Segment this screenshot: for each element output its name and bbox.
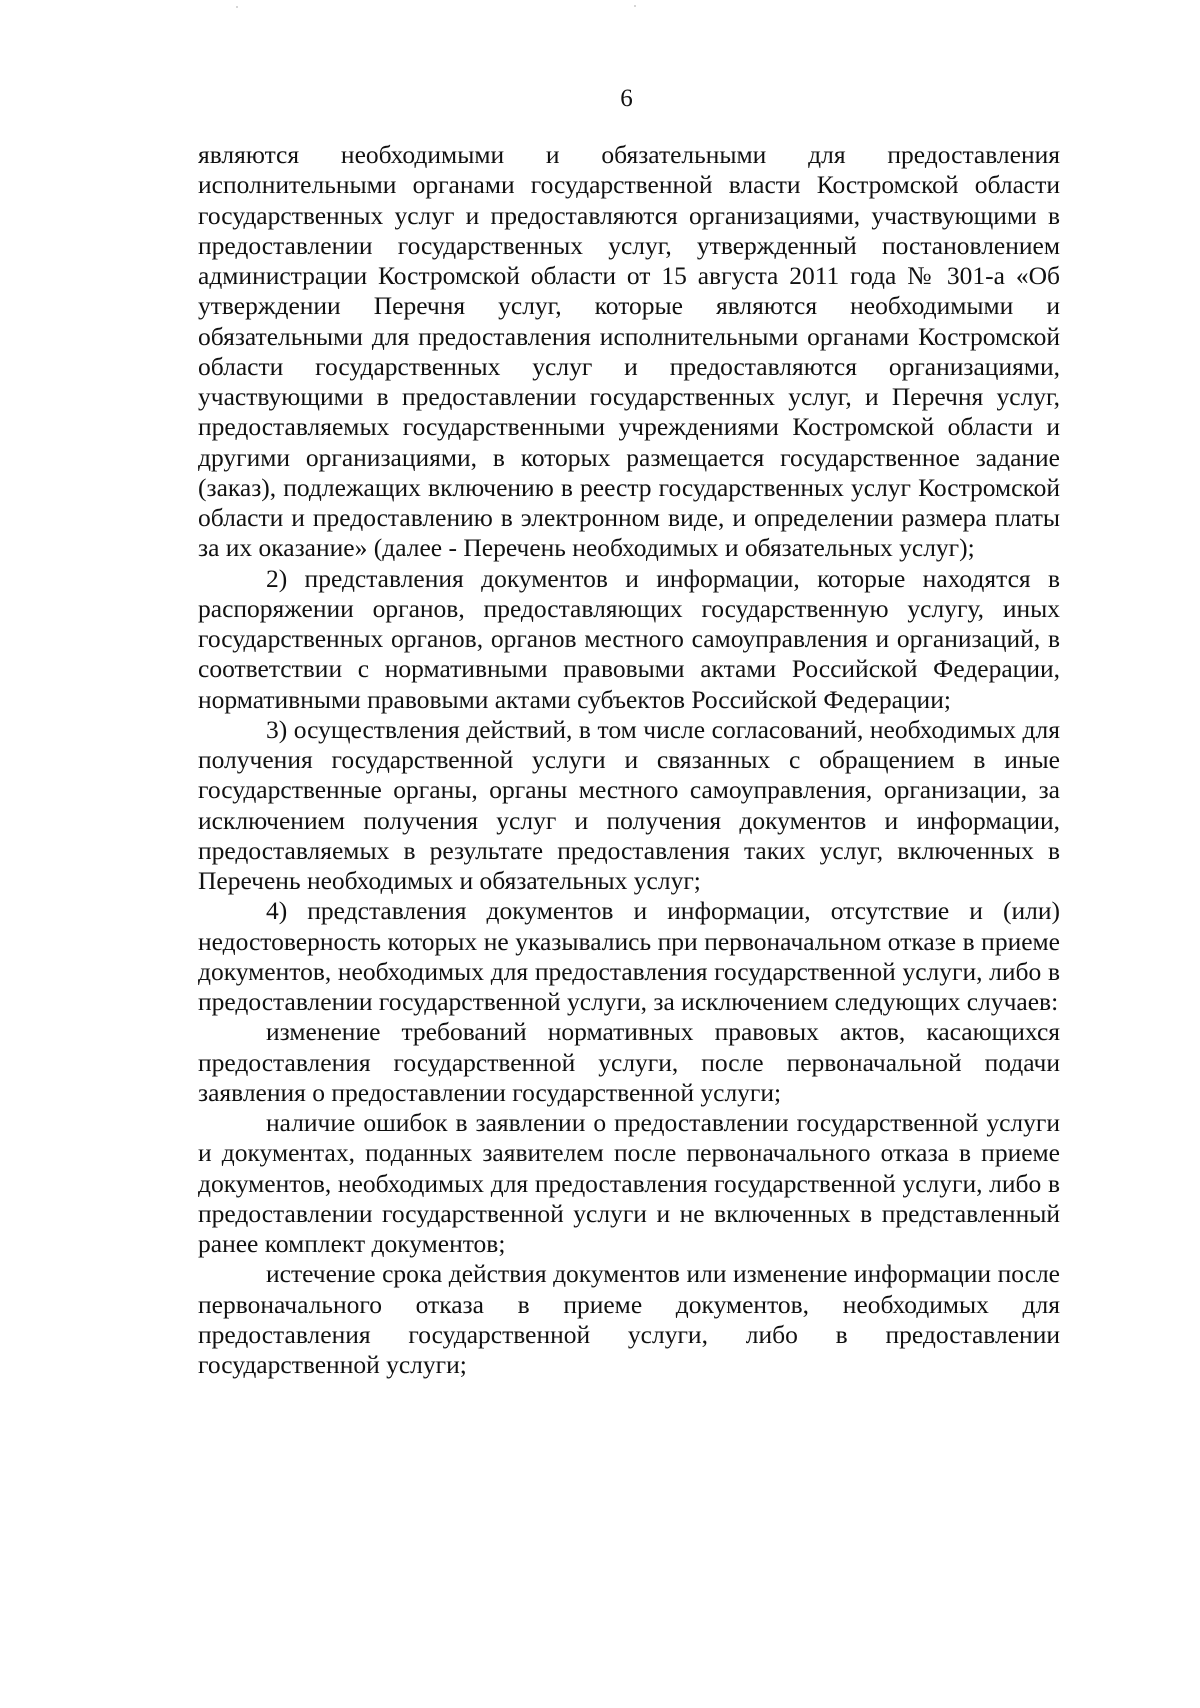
paragraph-item-2: 2) представления документов и информации, которые находятся в распоряжении органов, предоставляющих государственную услугу, иных государственных органов, органов местного самоуправления и организаций, в соответствии с нормативными правовыми актами Российской Федерации, нормативными правовыми актами субъектов Российской Федерации;	[198, 563, 1060, 714]
paragraph-exception-1: изменение требований нормативных правовых актов, касающихся предоставления государственной услуги, после первоначальной подачи заявления о предоставлении государственной услуги;	[198, 1017, 1060, 1107]
page-number: 6	[620, 85, 633, 112]
paragraph-continuation: являются необходимыми и обязательными для предоставления исполнительными органами государственной власти Костромской области государственных услуг и предоставляются организациями, участвующими в предоставлении государственных услуг, утвержденный постановлением администрации Костромской области от 15 августа 2011 года № 301-а «Об утверждении Перечня услуг, которые являются необходимыми и обязательными для предоставления исполнительными органами Костромской области государственных услуг и предоставляются организациями, участвующими в предоставлении государственных услуг, и Перечня услуг, предоставляемых государственными учреждениями Костромской области и другими организациями, в которых размещается государственное задание (заказ), подлежащих включению в реестр государственных услуг Костромской области и предоставлению в электронном виде, и определении размера платы за их оказание» (далее - Перечень необходимых и обязательных услуг);	[198, 140, 1060, 563]
scan-speck	[236, 6, 238, 8]
paragraph-exception-3: истечение срока действия документов или изменение информации после первоначального отказа в приеме документов, необходимых для предоставления государственной услуги, либо в предоставлении государственной услуги;	[198, 1259, 1060, 1379]
paragraph-item-4: 4) представления документов и информации, отсутствие и (или) недостоверность которых не указывались при первоначальном отказе в приеме документов, необходимых для предоставления государственной услуги, либо в предоставлении государственной услуги, за исключением следующих случаев:	[198, 896, 1060, 1016]
paragraph-item-3: 3) осуществления действий, в том числе согласований, необходимых для получения государственной услуги и связанных с обращением в иные государственные органы, органы местного самоуправления, организации, за исключением получения услуг и получения документов и информации, предоставляемых в результате предоставления таких услуг, включенных в Перечень необходимых и обязательных услуг;	[198, 714, 1060, 895]
paragraph-exception-2: наличие ошибок в заявлении о предоставлении государственной услуги и документах, поданных заявителем после первоначального отказа в приеме документов, необходимых для предоставления государственной услуги, либо в предоставлении государственной услуги и не включенных в представленный ранее комплект документов;	[198, 1108, 1060, 1258]
scan-speck	[634, 5, 636, 7]
document-body	[198, 140, 1060, 1380]
